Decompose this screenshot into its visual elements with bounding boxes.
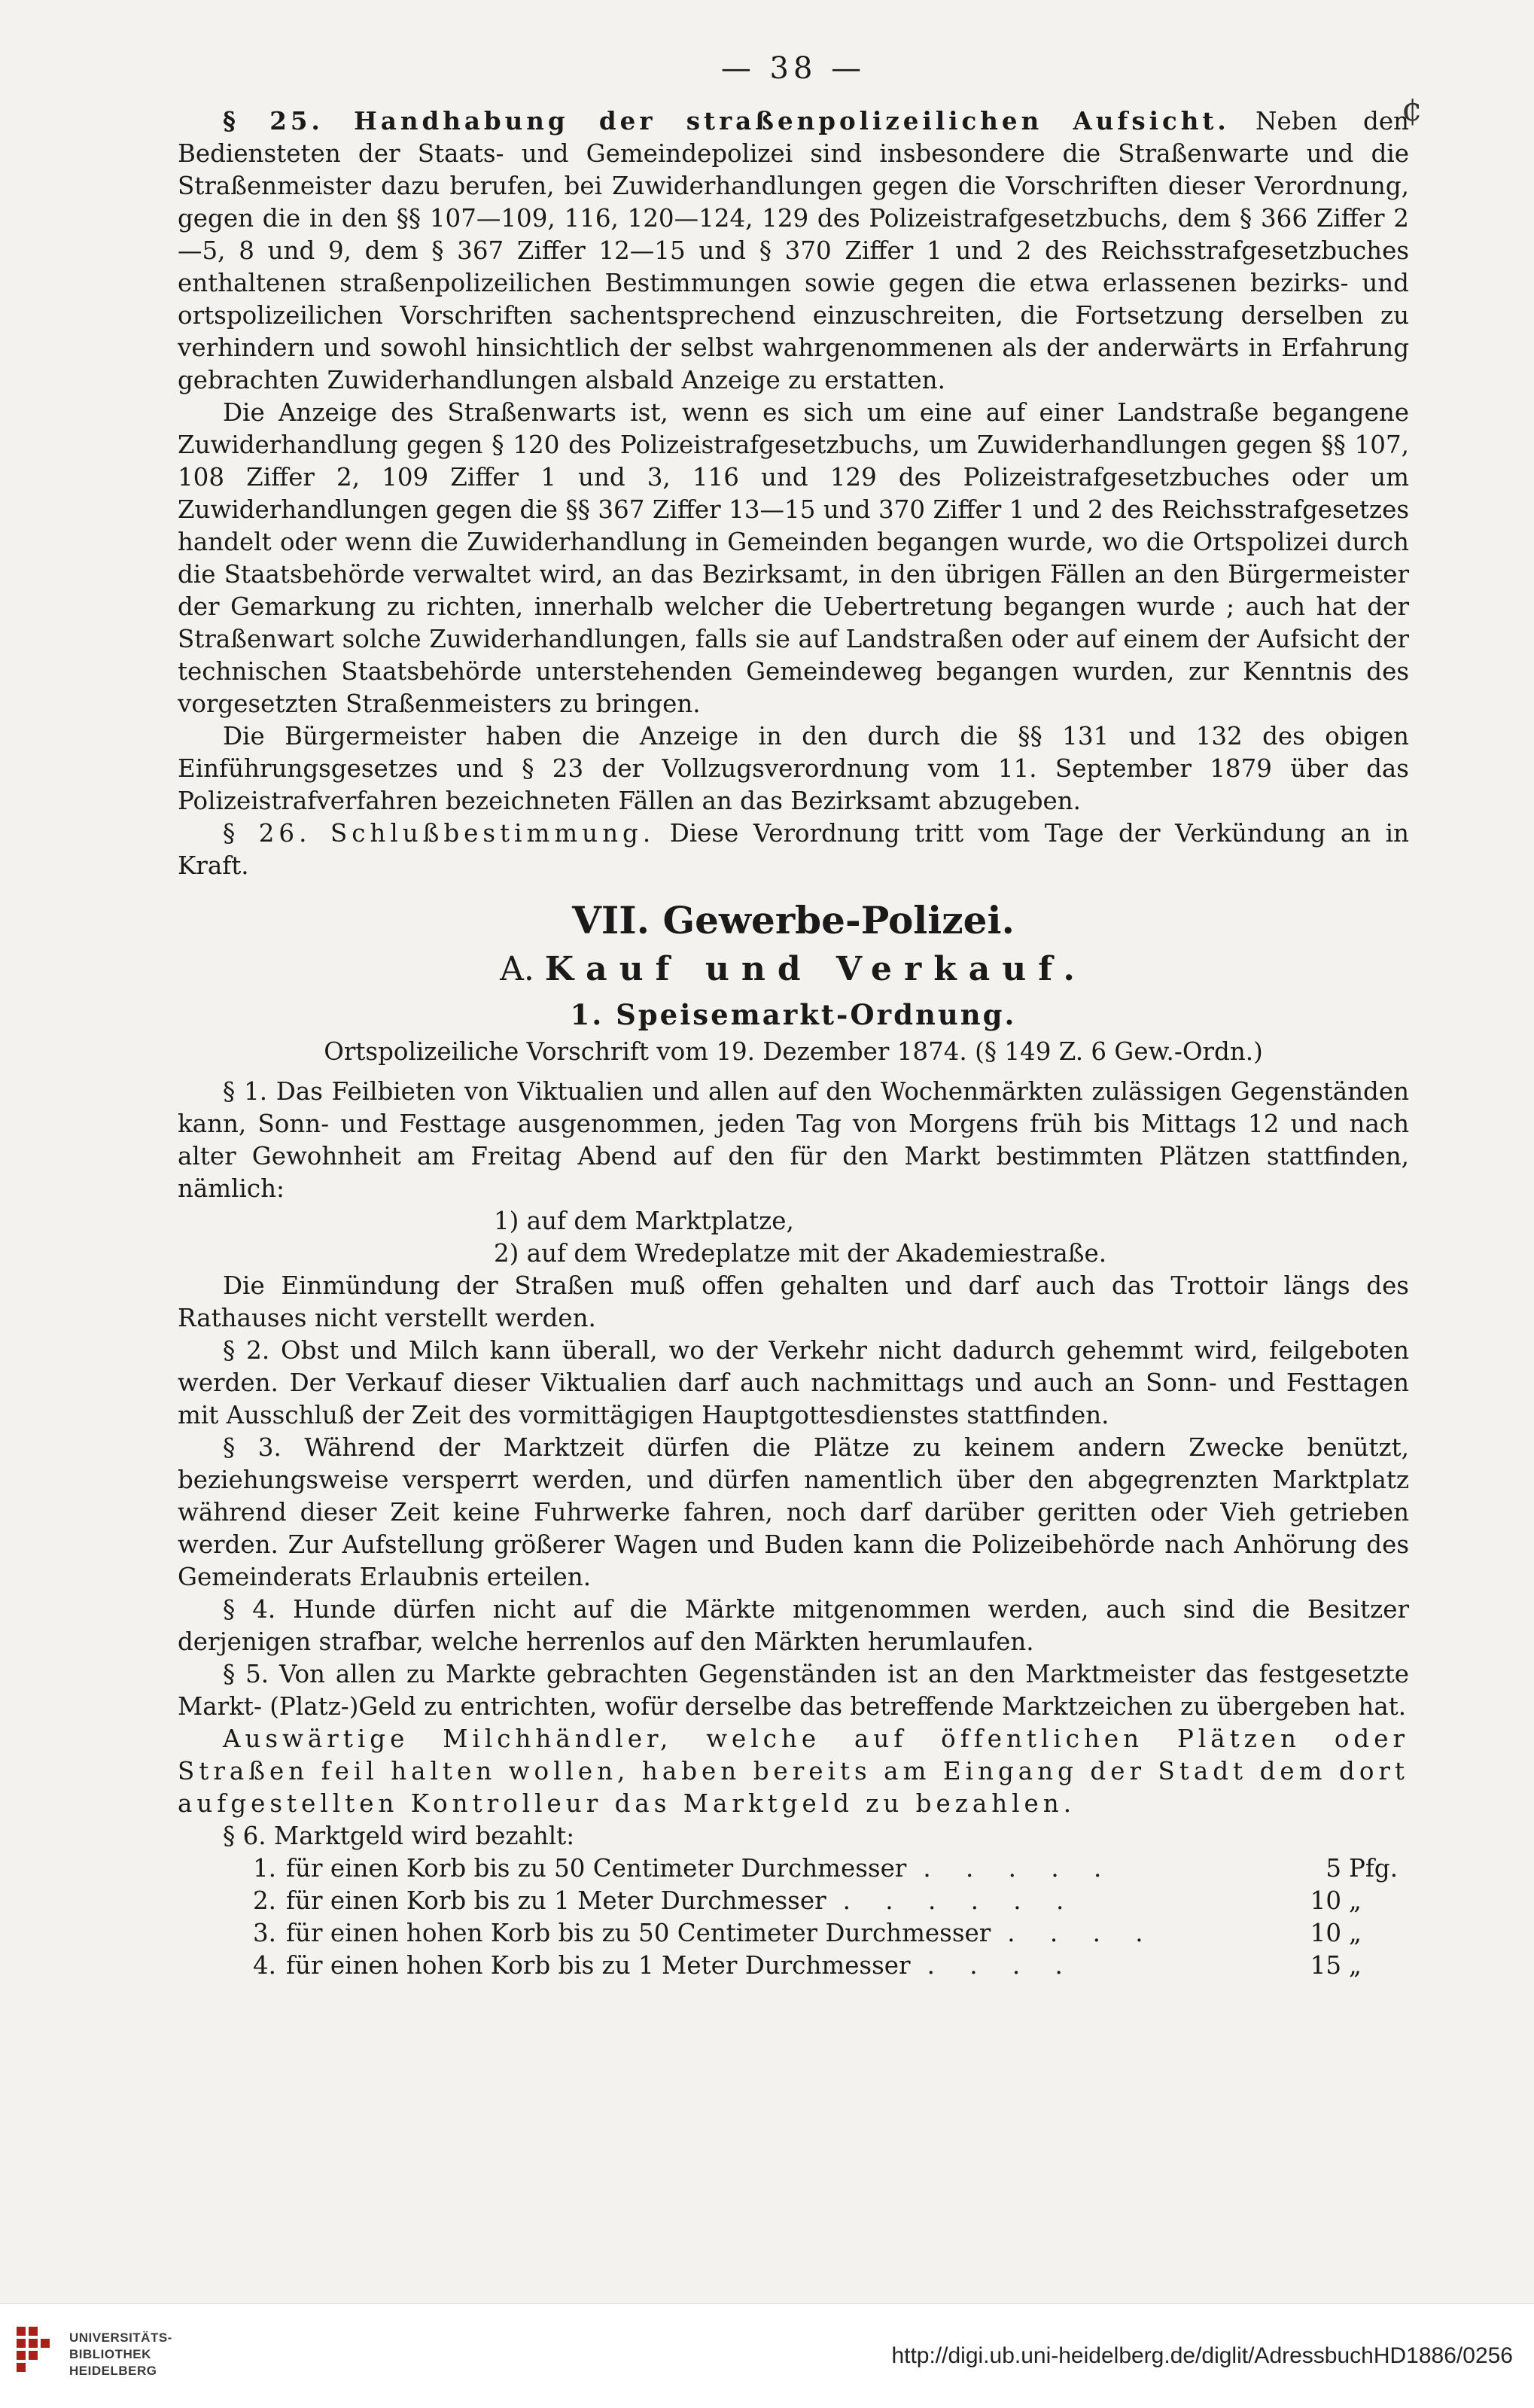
fee-description: für einen hohen Korb bis zu 1 Meter Durchmesser [286, 1951, 911, 1980]
fee-unit: „ [1349, 1886, 1362, 1915]
section-25-text: Neben den Bediensteten der Staats- und Gemeindepolizei sind insbesondere die Straßenwarte und die Straßenmeister dazu berufen, bei Zuwiderhandlungen gegen die Vorschriften dieser Verordnung, gegen die in den §§ 107—109, 116, 120—124, 129 des Polizeistrafgesetzbuchs, dem § 366 Ziffer 2—5, 8 und 9, dem § 367 Ziffer 12—15 und § 370 Ziffer 1 und 2 des Reichsstrafgesetzbuches enthaltenen straßenpolizeilichen Bestimmungen sowie gegen die etwa erlassenen bezirks- und ortspolizeilichen Vorschriften sachentsprechend einzuschreiten, die Fortsetzung derselben zu verhindern und sowohl hinsichtlich der selbst wahrgenommenen als der anderwärts in Erfahrung gebrachten Zuwiderhandlungen alsbald Anzeige zu erstatten. [178, 107, 1409, 394]
fee-row [178, 1917, 1409, 1950]
section-5-paragraph: § 5. Von allen zu Markte gebrachten Gegenständen ist an den Marktmeister das festgesetzte Markt- (Platz-)Geld zu entrichten, wofür derselbe das betreffende Marktzeichen zu übergeben hat. [178, 1660, 1409, 1721]
corner-mark: ¢ [1402, 90, 1423, 129]
section-title [178, 948, 1409, 991]
logo-block [29, 2351, 38, 2360]
market-location-item: 2) auf dem Wredeplatze mit der Akademiestraße. [494, 1239, 1107, 1268]
section-25-heading: § 25. Handhabung der straßenpolizeilichen Aufsicht. [223, 106, 1230, 135]
section-prefix: A. [500, 950, 534, 988]
section-1-paragraph: § 1. Das Feilbieten von Viktualien und allen auf den Wochenmärkten zulässigen Gegenständen kann, Sonn- und Festtage ausgenommen, jeden Tag von Morgens früh bis Mittags 12 und nach alter Gewohnheit am Freitag Abend auf den für den Markt bestimmten Plätzen stattfinden, nämlich: [178, 1077, 1409, 1203]
section-title-text: Kauf und Verkauf. [544, 950, 1087, 988]
fee-row [178, 1852, 1409, 1885]
fee-description: für einen Korb bis zu 50 Centimeter Durchmesser [286, 1854, 907, 1883]
logo-block [29, 2327, 38, 2336]
section-26-heading: § 26. Schlußbestimmung. [223, 819, 656, 848]
fee-description: für einen Korb bis zu 1 Meter Durchmesser [286, 1886, 826, 1915]
fee-price: 15 [1310, 1951, 1341, 1980]
market-location-item: 1) auf dem Marktplatze, [494, 1207, 794, 1235]
fee-description: für einen hohen Korb bis zu 50 Centimeter Durchmesser [286, 1919, 991, 1947]
fee-leader-dots: . . . . [927, 1951, 1076, 1980]
logo-block [17, 2363, 26, 2372]
fee-leader-dots: . . . . . . [842, 1886, 1078, 1915]
section-26-text: Diese Verordnung tritt vom Tage der Verkündung an in Kraft. [178, 819, 1409, 880]
fee-number: 2. [253, 1886, 277, 1915]
section-5-paragraph-2: Auswärtige Milchhändler, welche auf öffentlichen Plätzen oder Straßen feil halten wollen, haben bereits am Eingang der Stadt dem dort aufgestellten Kontrolleur das Marktgeld zu bezahlen. [178, 1725, 1409, 1818]
library-logo-text[interactable] [69, 2330, 172, 2379]
regulation-source: Ortspolizeiliche Vorschrift vom 19. Dezember 1874. (§ 149 Z. 6 Gew.-Ordn.) [324, 1037, 1263, 1066]
fee-number: 4. [253, 1951, 277, 1980]
page-text [178, 53, 1409, 1982]
page-number: — 38 — [720, 51, 866, 86]
source-url-link[interactable]: http://digi.ub.uni-heidelberg.de/diglit/AdressbuchHD1886/0256 [891, 2343, 1513, 2368]
fee-price: 5 [1326, 1854, 1341, 1883]
logo-line: HEIDELBERG [69, 2364, 157, 2378]
logo-block [41, 2339, 50, 2348]
section-25-paragraph-2: Die Anzeige des Straßenwarts ist, wenn es sich um eine auf einer Landstraße begangene Zuwiderhandlung gegen § 120 des Polizeistrafgesetzbuchs, um Zuwiderhandlungen gegen §§ 107, 108 Ziffer 2, 109 Ziffer 1 und 3, 116 und 129 des Polizeistrafgesetzbuches oder um Zuwiderhandlungen gegen die §§ 367 Ziffer 13—15 und 370 Ziffer 1 und 2 des Reichsstrafgesetzes handelt oder wenn die Zuwiderhandlung in Gemeinden begangen wurde, wo die Ortspolizei durch die Staatsbehörde verwaltet wird, an das Bezirksamt, in den übrigen Fällen an den Bürgermeister der Gemarkung zu richten, innerhalb welcher die Uebertretung begangen wurde ; auch hat der Straßenwart solche Zuwiderhandlungen, falls sie auf Landstraßen oder auf einem der Aufsicht der technischen Staatsbehörde unterstehenden Gemeindeweg begangen wurden, zur Kenntnis des vorgesetzten Straßenmeisters zu bringen. [178, 398, 1409, 718]
section-3-paragraph: § 3. Während der Marktzeit dürfen die Plätze zu keinem andern Zwecke benützt, beziehungsweise versperrt werden, und dürfen namentlich über den abgegrenzten Marktplatz während dieser Zeit keine Fuhrwerke fahren, noch darf darüber geritten oder Vieh getrieben werden. Zur Aufstellung größerer Wagen und Buden kann die Polizeibehörde nach Anhörung des Gemeinderats Erlaubnis erteilen. [178, 1433, 1409, 1591]
fee-list [178, 1852, 1409, 1982]
fee-row [178, 1885, 1409, 1917]
chapter-title: VII. Gewerbe-Polizei. [572, 898, 1015, 942]
fee-row [178, 1950, 1409, 1982]
logo-block [17, 2351, 26, 2360]
logo-line: UNIVERSITÄTS- [69, 2330, 172, 2345]
fee-leader-dots: . . . . [1007, 1919, 1157, 1947]
logo-line: BIBLIOTHEK [69, 2347, 151, 2361]
university-library-logo-icon[interactable] [17, 2327, 59, 2381]
section-1-paragraph-2: Die Einmündung der Straßen muß offen gehalten und darf auch das Trottoir längs des Rathauses nicht verstellt werden. [178, 1271, 1409, 1332]
fee-unit: „ [1349, 1919, 1362, 1947]
section-25-paragraph-3: Die Bürgermeister haben die Anzeige in den durch die §§ 131 und 132 des obigen Einführungsgesetzes und § 23 der Vollzugsverordnung vom 11. September 1879 über das Polizeistrafverfahren bezeichneten Fällen an das Bezirksamt abzugeben. [178, 722, 1409, 815]
viewer-footer [0, 2303, 1534, 2408]
section-6-paragraph: § 6. Marktgeld wird bezahlt: [223, 1822, 575, 1850]
fee-price: 10 [1310, 1886, 1341, 1915]
section-2-paragraph: § 2. Obst und Milch kann überall, wo der Verkehr nicht dadurch gehemmt wird, feilgeboten werden. Der Verkauf dieser Viktualien darf auch nachmittags und auch an Sonn- und Festtagen mit Ausschluß der Zeit des vormittägigen Hauptgottesdienstes stattfinden. [178, 1336, 1409, 1429]
section-4-paragraph: § 4. Hunde dürfen nicht auf die Märkte mitgenommen werden, auch sind die Besitzer derjenigen strafbar, welche herrenlos auf den Märkten herumlaufen. [178, 1595, 1409, 1656]
logo-block [17, 2339, 26, 2348]
fee-unit: „ [1349, 1951, 1362, 1980]
sub-title: 1. Speisemarkt-Ordnung. [570, 998, 1017, 1031]
fee-price: 10 [1310, 1919, 1341, 1947]
fee-leader-dots: . . . . . [923, 1854, 1115, 1883]
logo-block [29, 2339, 38, 2348]
section-26-paragraph [178, 817, 1409, 882]
fee-unit: Pfg. [1349, 1854, 1399, 1883]
fee-number: 1. [253, 1854, 277, 1883]
section-25-paragraph [178, 105, 1409, 397]
logo-block [17, 2327, 26, 2336]
fee-number: 3. [253, 1919, 277, 1947]
